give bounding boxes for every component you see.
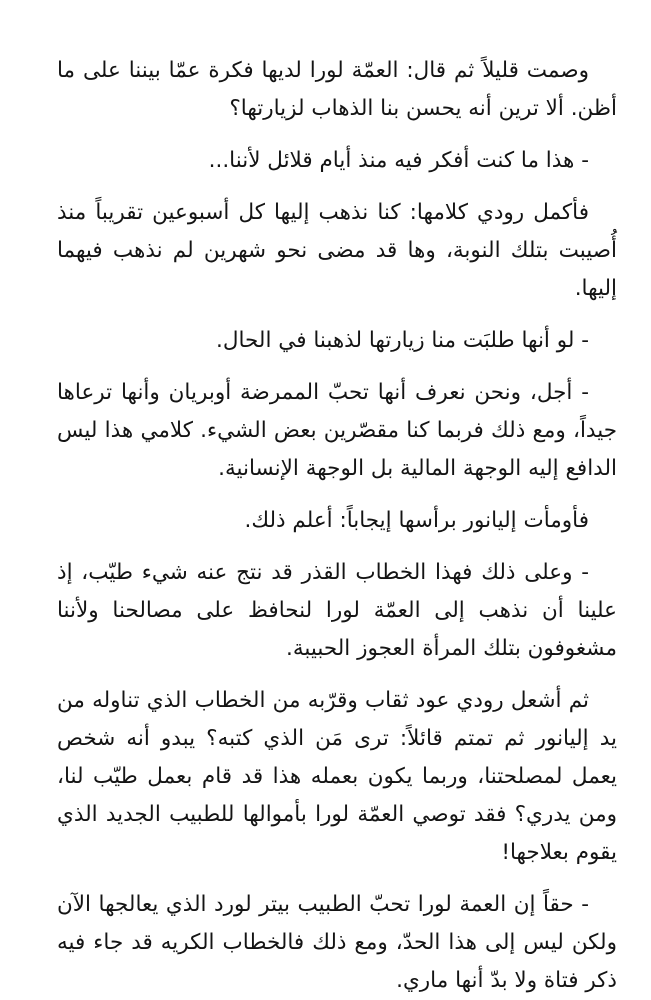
paragraph-dialogue-1: - هذا ما كنت أفكر فيه منذ أيام قلائل لأننا... xyxy=(208,148,589,173)
body-text-block xyxy=(57,52,617,1000)
paragraph-narration-1: وصمت قليلاً ثم قال: العمّة لورا لديها فكرة عمّا بيننا على ما أظن. ألا ترين أنه يحسن بنا الذهاب لزيارتها؟ xyxy=(57,58,617,121)
paragraph-narration-3: فأومأت إليانور برأسها إيجاباً: أعلم ذلك. xyxy=(244,508,589,533)
paragraph-narration-4: ثم أشعل رودي عود ثقاب وقرّبه من الخطاب الذي تناوله من يد إليانور ثم تمتم قائلاً: ترى مَن الذي كتبه؟ يبدو أنه شخص يعمل لمصلحتنا، وربما يكون بعمله هذا قد قام بعمل طيّب لنا، ومن يدري؟ فقد توصي العمّة لورا بأموالها للطبيب الجديد الذي يقوم بعلاجها! xyxy=(57,688,617,865)
paragraph-narration-2: فأكمل رودي كلامها: كنا نذهب إليها كل أسبوعين تقريباً منذ أُصيبت بتلك النوبة، وها قد مضى نحو شهرين لم نذهب فيهما إليها. xyxy=(57,200,617,301)
paragraph-dialogue-5: - حقاً إن العمة لورا تحبّ الطبيب بيتر لورد الذي يعالجها الآن ولكن ليس إلى هذا الحدّ، ومع ذلك فالخطاب الكريه قد جاء فيه ذكر فتاة ولا بدّ أنها ماري. xyxy=(57,892,617,993)
paragraph-dialogue-2: - لو أنها طلبَت منا زيارتها لذهبنا في الحال. xyxy=(216,328,589,353)
paragraph-dialogue-4: - وعلى ذلك فهذا الخطاب القذر قد نتج عنه شيء طيّب، إذ علينا أن نذهب إلى العمّة لورا لنحافظ على مصالحنا ولأننا مشغوفون بتلك المرأة العجوز الحبيبة. xyxy=(57,560,617,661)
paragraph-dialogue-3: - أجل، ونحن نعرف أنها تحبّ الممرضة أوبريان وأنها ترعاها جيداً، ومع ذلك فربما كنا مقصّرين بعض الشيء. كلامي هذا ليس الدافع إليه الوجهة المالية بل الوجهة الإنسانية. xyxy=(57,380,617,481)
